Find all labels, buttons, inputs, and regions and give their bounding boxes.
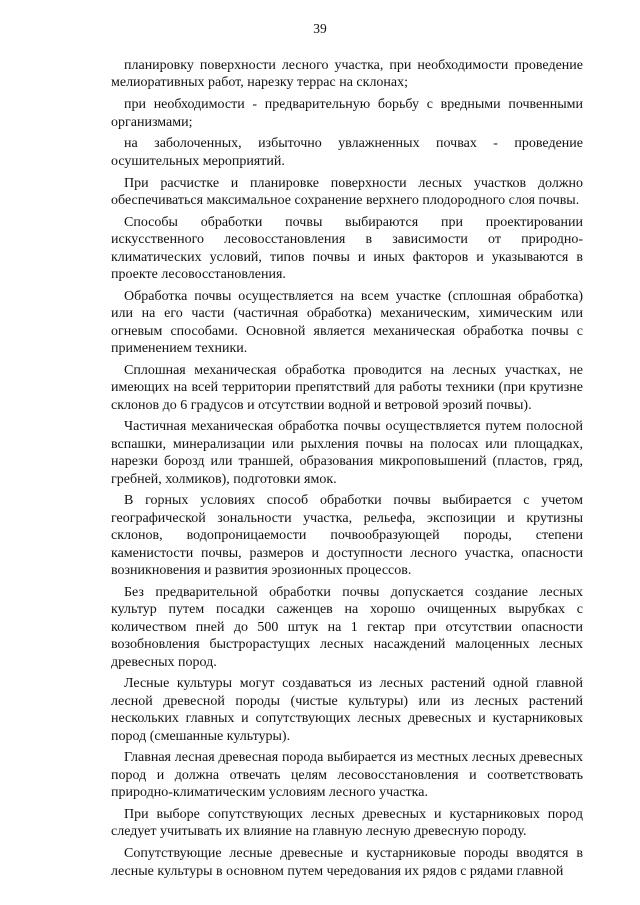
body-text <box>111 57 583 884</box>
page-number: 39 <box>313 21 327 36</box>
paragraph: Частичная механическая обработка почвы осуществляется путем полосной вспашки, минерализации или рыхления почвы на полосах или площадках, нарезки борозд или траншей, образования микроповышений (пластов, гряд, гребней, холмиков), подготовки ямок. <box>111 419 583 487</box>
paragraph: При расчистке и планировке поверхности лесных участков должно обеспечиваться максимальное сохранение верхнего плодородного слоя почвы. <box>111 175 583 209</box>
paragraph: при необходимости - предварительную борьбу с вредными почвенными организмами; <box>111 97 583 130</box>
paragraph: Главная лесная древесная порода выбирается из местных лесных древесных пород и должна отвечать целям лесовосстановления и соответствовать природно-климатическим условиям лесного участка. <box>111 750 583 801</box>
paragraph: Обработка почвы осуществляется на всем участке (сплошная обработка) или на его части (частичная обработка) механическим, химическим или огневым способами. Основной является механическая обработка почвы с применением техники. <box>111 288 583 357</box>
paragraph: Способы обработки почвы выбираются при проектировании искусственного лесовосстановления в зависимости от природно-климатических условий, типов почвы и иных факторов и указываются в проекте лесовосстановления. <box>111 214 583 283</box>
paragraph: планировку поверхности лесного участка, при необходимости проведение мелиоративных работ, нарезку террас на склонах; <box>111 58 583 91</box>
paragraph: Сплошная механическая обработка проводится на лесных участках, не имеющих на всей территории препятствий для работы техники (при крутизне склонов до 6 градусов и отсутствии водной и ветровой эрозий почвы). <box>111 362 583 413</box>
paragraph: на заболоченных, избыточно увлажненных почвах - проведение осушительных мероприятий. <box>111 136 583 169</box>
paragraph: В горных условиях способ обработки почвы выбирается с учетом географической зональности участка, рельефа, экспозиции и крутизны склонов, водопроницаемости почвообразующей породы, степени каменистости почвы, размеров и доступности лесного участка, опасности возникновения и развития эрозионных процессов. <box>111 493 583 579</box>
paragraph: Лесные культуры могут создаваться из лесных растений одной главной лесной древесной породы (чистые культуры) или из лесных растений нескольких главных и сопутствующих лесных древесных и кустарниковых пород (смешанные культуры). <box>111 676 583 744</box>
paragraph: Сопутствующие лесные древесные и кустарниковые породы вводятся в лесные культуры в основном путем чередования их рядов с рядами главной <box>111 846 583 879</box>
paragraph: При выборе сопутствующих лесных древесных и кустарниковых пород следует учитывать их влияние на главную лесную древесную породу. <box>111 806 583 840</box>
paragraph: Без предварительной обработки почвы допускается создание лесных культур путем посадки саженцев на хорошо очищенных вырубках с количеством пней до 500 штук на 1 гектар при отсутствии опасности возобновления быстрорастущих лесных насаждений малоценных лесных древесных пород. <box>111 584 583 670</box>
